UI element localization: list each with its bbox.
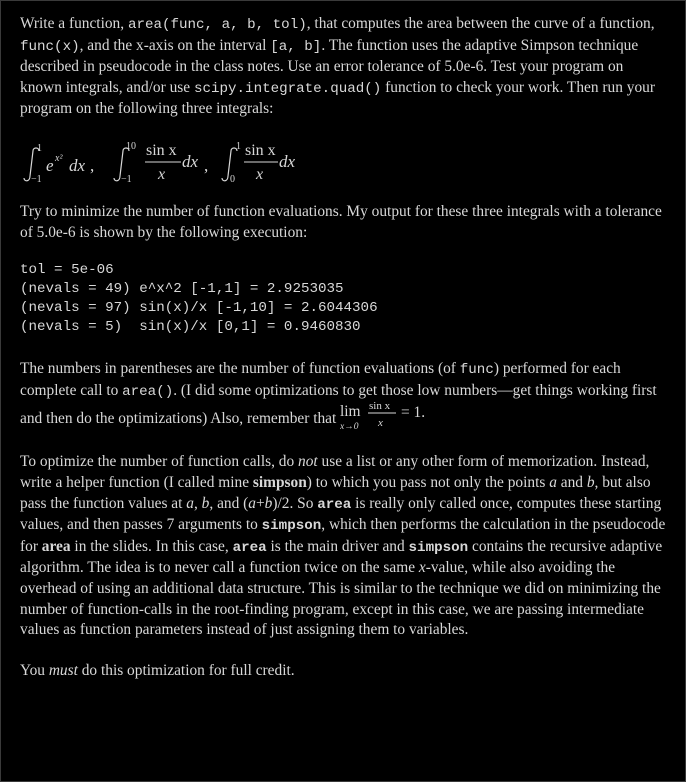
separator: , [204, 155, 209, 175]
text: , that computes the area between the curve of a function, [306, 15, 655, 32]
upper-limit: 1 [37, 142, 42, 154]
text: Write a function, [20, 15, 128, 32]
var: x [418, 559, 426, 577]
output-line: tol = 5e-06 [20, 262, 114, 279]
text: ) performed for each complete call to [20, 360, 621, 399]
text: + [255, 494, 265, 512]
differential: dx [182, 151, 199, 171]
integral-1 [24, 143, 94, 185]
limit-formula [340, 402, 432, 432]
text: in the slides. In this case, [70, 537, 233, 555]
code-scipy-quad: scipy.integrate.quad() [193, 80, 382, 97]
code-interval: [a, b] [270, 38, 322, 55]
lim-denominator: x [378, 417, 384, 430]
assignment-page [1, 1, 685, 681]
text: . The function uses the adaptive Simpson technique described in pseudocode in the class notes. Use an error tolerance of 5.0e-6. Test your program on known integrals, and/or use [20, 36, 639, 96]
credit-paragraph [20, 661, 669, 682]
numerator: sin x [146, 141, 177, 159]
text: use a list or any other form of memorization. Instead, write a helper function (I called mine [20, 453, 650, 491]
code-bold-simpson: simpson [408, 539, 469, 556]
var: a [248, 494, 256, 512]
lower-limit: −1 [121, 173, 132, 185]
text: is the main driver and [266, 537, 409, 555]
minimize-paragraph: Try to minimize the number of function evaluations. My output for these three integrals with a tolerance of 5.0e-6 is shown by the following execution: [20, 202, 662, 241]
output-line: (nevals = 49) e^x^2 [-1,1] = 2.9253035 [20, 281, 344, 298]
text: function to check your work. Then run your program on the following three integrals: [20, 78, 655, 118]
text: -value, while also avoiding the overhead of using an additional data structure. This is similar to the technique we did on minimizing the number of function-calls in the root-finding program, except in this case, we are passing intermediate values as function parameters instead of just assigning them to variables. [20, 559, 661, 639]
code-bold-area: area [232, 539, 267, 556]
exponent: x² [55, 152, 63, 164]
var: a [549, 473, 557, 491]
integral-3 [222, 141, 296, 185]
lim-word: lim [340, 403, 361, 421]
var: b [201, 494, 210, 512]
text: contains the recursive adaptive algorithm. The idea is to never call a function twice on the same [20, 537, 663, 577]
text: , [193, 494, 202, 512]
text: ) to which you pass not only the points [306, 473, 550, 491]
var: a [186, 494, 194, 512]
emphasis: must [48, 661, 78, 679]
denominator: x [158, 165, 166, 183]
text: To optimize the number of function calls, do [20, 453, 299, 471]
text: and [556, 473, 587, 491]
numerator: sin x [245, 141, 276, 159]
integrand: e [46, 155, 54, 175]
text: )/2. So [272, 494, 318, 512]
text: , but also pass the function values at [20, 473, 651, 512]
text: , and ( [209, 494, 249, 512]
upper-limit: 1 [236, 140, 241, 152]
code-func: func [459, 362, 494, 379]
nevals-paragraph [20, 359, 669, 432]
intro-paragraph [20, 14, 669, 120]
separator: , [90, 155, 95, 175]
text: , which then performs the calculation in the pseudocode for [20, 516, 666, 555]
upper-limit: 10 [126, 140, 136, 152]
output-line: (nevals = 97) sin(x)/x [-1,10] = 2.6044306 [20, 300, 378, 317]
bold-simpson: simpson [252, 473, 307, 491]
optimization-paragraph [20, 452, 669, 640]
text: do this optimization for full credit. [77, 661, 295, 679]
denominator: x [256, 165, 264, 183]
differential: dx [279, 151, 296, 171]
emphasis: not [298, 453, 318, 471]
text: You [20, 661, 49, 679]
bold-area: area [41, 537, 71, 555]
integrals-row [20, 130, 669, 196]
lim-numerator: sin x [369, 400, 391, 413]
output-line: (nevals = 5) sin(x)/x [0,1] = 0.9460830 [20, 319, 361, 336]
var: b [586, 473, 595, 491]
lim-equals: = 1. [401, 404, 426, 422]
lower-limit: 0 [230, 173, 235, 185]
lim-subscript: x→0 [340, 422, 359, 433]
text: , and the x-axis on the interval [79, 36, 271, 54]
var: b [264, 494, 273, 512]
code-func: func(x) [20, 38, 80, 55]
integrals-formula [20, 130, 660, 196]
lower-limit: −1 [31, 173, 42, 185]
code-area-call: area() [122, 383, 174, 400]
integral-2 [114, 141, 208, 185]
code-area-signature: area(func, a, b, tol) [127, 17, 307, 33]
text: is really only called once, computes these starting values, and then passes 7 arguments to [20, 494, 662, 534]
differential: dx [69, 155, 86, 175]
execution-output [20, 261, 669, 337]
text: The numbers in parentheses are the number of function evaluations (of [20, 360, 460, 378]
code-bold-area: area [317, 496, 352, 513]
code-bold-simpson: simpson [261, 518, 322, 535]
text: . (I did some optimizations to get those low numbers—get things working first and then do the optimizations) Also, remember that [20, 381, 657, 428]
